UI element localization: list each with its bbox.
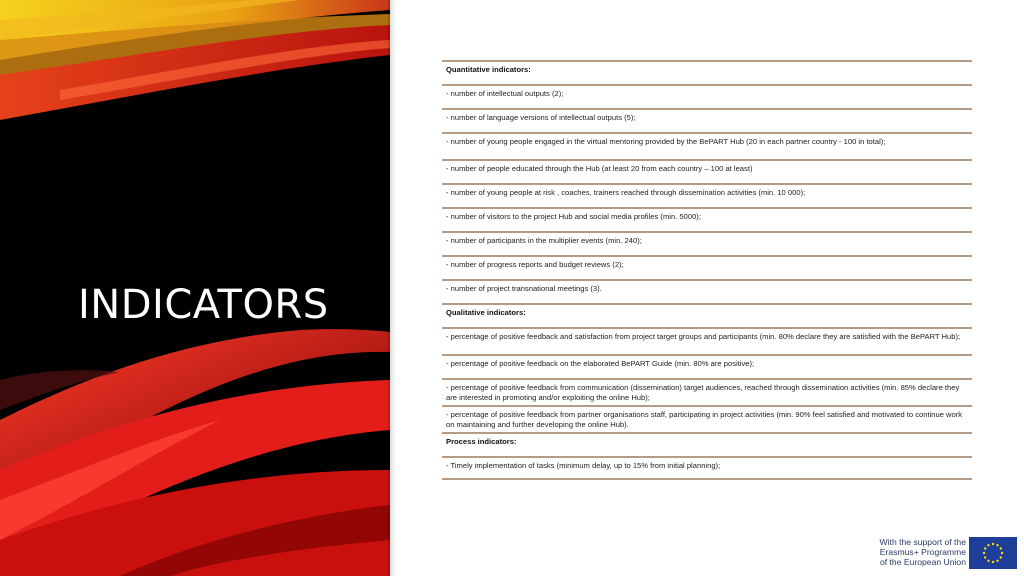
table-section-header: Quantitative indicators: <box>442 60 972 84</box>
slide-title: INDICATORS <box>78 282 329 328</box>
table-row: - percentage of positive feedback from partner organisations staff, participating in project activities (min. 90% feel satisfied and motivated to continue work on maintaining and further developing the online Hub). <box>442 405 972 432</box>
decorative-left-panel <box>0 0 390 576</box>
table-row: - number of young people engaged in the virtual mentoring provided by the BePART Hub (20 in each partner country - 100 in total); <box>442 132 972 159</box>
table-row: - number of participants in the multiplier events (min. 240); <box>442 231 972 255</box>
table-row: - percentage of positive feedback from communication (dissemination) target audiences, reached through dissemination activities (min. 85% declare they are interested in promoting and/or exploiting the online Hub); <box>442 378 972 405</box>
eu-star-icon <box>983 552 985 554</box>
page-edge-shadow <box>388 0 396 576</box>
support-line-2: Erasmus+ Programme <box>879 547 966 557</box>
erasmus-support-text <box>868 537 966 567</box>
eu-star-icon <box>987 560 989 562</box>
eu-star-icon <box>1001 552 1003 554</box>
table-row: - percentage of positive feedback on the elaborated BePART Guide (min. 80% are positive); <box>442 354 972 378</box>
eu-star-icon <box>984 556 986 558</box>
table-row: - number of language versions of intellectual outputs (5); <box>442 108 972 132</box>
table-row: - number of visitors to the project Hub and social media profiles (min. 5000); <box>442 207 972 231</box>
eu-star-icon <box>996 560 998 562</box>
eu-star-icon <box>987 544 989 546</box>
indicators-table <box>442 60 972 480</box>
eu-star-icon <box>1000 547 1002 549</box>
eu-flag-icon <box>969 537 1017 569</box>
table-row: - number of young people at risk , coaches, trainers reached through dissemination activities (min. 10 000); <box>442 183 972 207</box>
eu-star-icon <box>996 544 998 546</box>
eu-star-icon <box>1000 556 1002 558</box>
support-line-3: of the European Union <box>879 557 966 567</box>
eu-star-icon <box>992 561 994 563</box>
eu-star-icon <box>992 543 994 545</box>
eu-star-icon <box>984 547 986 549</box>
table-row: - number of project transnational meetings (3). <box>442 279 972 303</box>
table-row: - percentage of positive feedback and satisfaction from project target groups and participants (min. 80% declare they are satisfied with the BePART Hub); <box>442 327 972 354</box>
table-row: - Timely implementation of tasks (minimum delay, up to 15% from initial planning); <box>442 456 972 480</box>
eu-stars-icon <box>969 537 1017 569</box>
table-row: - number of people educated through the Hub (at least 20 from each country – 100 at least) <box>442 159 972 183</box>
table-row: - number of progress reports and budget reviews (2); <box>442 255 972 279</box>
table-row: - number of intellectual outputs (2); <box>442 84 972 108</box>
support-line-1: With the support of the <box>879 537 966 547</box>
table-section-header: Qualitative indicators: <box>442 303 972 327</box>
table-section-header: Process indicators: <box>442 432 972 456</box>
